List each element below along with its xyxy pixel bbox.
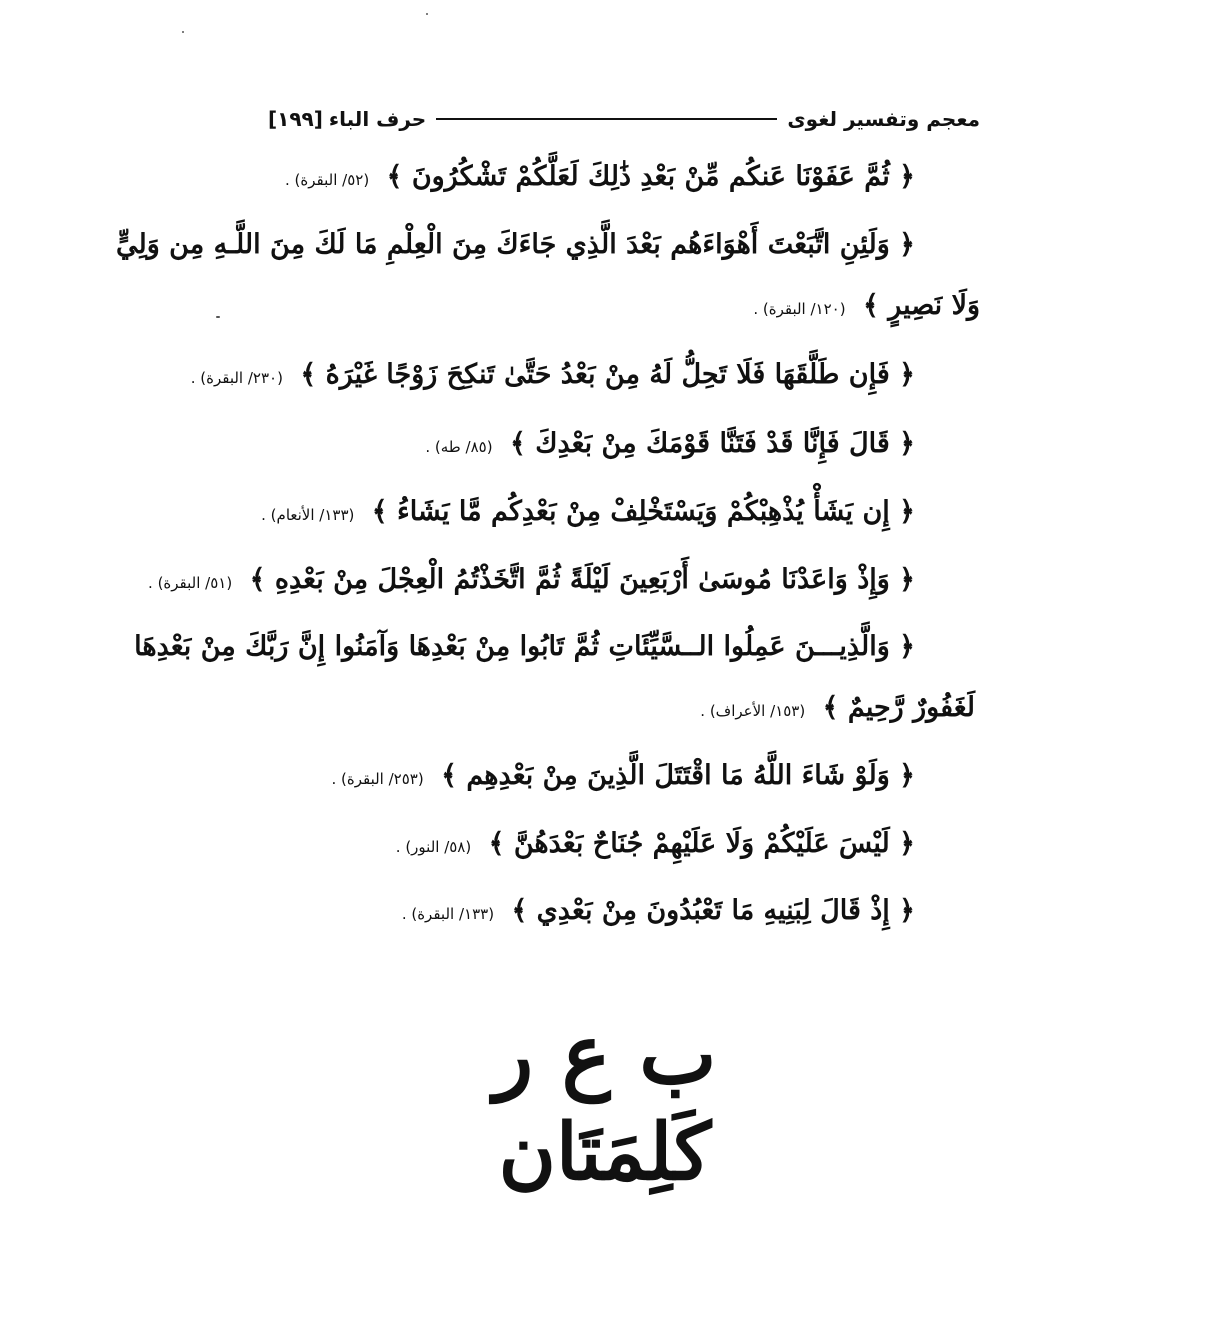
- scan-speck: [182, 31, 184, 33]
- verse-text: ﴿ وَإِذْ وَاعَدْنَا مُوسَىٰ أَرْبَعِينَ لَيْلَةً ثُمَّ اتَّخَذْتُمُ الْعِجْلَ مِنْ بَعْدِهِ ﴾: [249, 564, 915, 595]
- verse-reference: (٨٥/ طه) .: [425, 438, 493, 456]
- verse-text: لَغَفُورٌ رَّحِيمٌ ﴾: [822, 692, 975, 723]
- verse-reference: (١٥٣/ الأعراف) .: [700, 702, 806, 720]
- verse-text: ﴿ فَإِن طَلَّقَهَا فَلَا تَحِلُّ لَهُ مِنْ بَعْدُ حَتَّىٰ تَنكِحَ زَوْجًا غَيْرَهُ ﴾: [300, 359, 915, 390]
- verse-text: ﴿ لَيْسَ عَلَيْكُمْ وَلَا عَلَيْهِمْ جُنَاحٌ بَعْدَهُنَّ ﴾: [488, 828, 915, 859]
- verse-line: [134, 627, 915, 667]
- verse-text: ﴿ إِذْ قَالَ لِبَنِيهِ مَا تَعْبُدُونَ مِنْ بَعْدِي ﴾: [511, 895, 915, 926]
- verse-text: ﴿ قَالَ فَإِنَّا قَدْ فَتَنَّا قَوْمَكَ مِنْ بَعْدِكَ ﴾: [509, 428, 915, 459]
- verse-text: ﴿ وَالَّذِيـــنَ عَمِلُوا الــسَّيِّئَاتِ ثُمَّ تَابُوا مِنْ بَعْدِهَا وَآمَنُوا إِنَّ رَبَّكَ مِنْ بَعْدِهَا: [134, 631, 915, 662]
- verse-reference: (١٢٠/ البقرة) .: [753, 300, 846, 318]
- verse-line: [396, 824, 915, 867]
- verse-text: ﴿ وَلَئِنِ اتَّبَعْتَ أَهْوَاءَهُم بَعْدَ الَّذِي جَاءَكَ مِنَ الْعِلْمِ مَا لَكَ مِنَ اللَّـهِ مِن وَلِيٍّ: [116, 229, 915, 260]
- scan-speck: [426, 13, 428, 15]
- verse-line: [191, 355, 915, 398]
- verse-reference: (١٣٣/ البقرة) .: [401, 905, 495, 923]
- verse-reference: (٥١/ البقرة) .: [148, 574, 233, 592]
- verse-reference: (٥٨/ النور) .: [395, 838, 472, 856]
- verse-line: [148, 560, 915, 603]
- verse-line: [116, 225, 915, 265]
- verse-line: [425, 424, 915, 467]
- verse-line: [285, 157, 915, 200]
- running-header: [268, 104, 980, 134]
- verse-line-continuation: [700, 688, 975, 731]
- root-subtitle: كَلِمَتَان: [498, 1107, 712, 1198]
- header-rule: [436, 118, 777, 120]
- verse-line: [402, 891, 915, 934]
- verse-reference: (٥٢/ البقرة) .: [285, 171, 370, 189]
- verse-line: [261, 492, 915, 535]
- verse-line-continuation: [753, 286, 980, 329]
- scan-speck: [216, 316, 220, 318]
- page-number: [١٩٩]: [268, 107, 323, 131]
- verse-text: ﴿ إِن يَشَأْ يُذْهِبْكُمْ وَيَسْتَخْلِفْ مِنْ بَعْدِكُم مَّا يَشَاءُ ﴾: [371, 496, 915, 527]
- verse-text: ﴿ وَلَوْ شَاءَ اللَّهُ مَا اقْتَتَلَ الَّذِينَ مِنْ بَعْدِهِم ﴾: [441, 760, 915, 791]
- verse-line: [331, 756, 915, 799]
- verse-reference: (٢٥٣/ البقرة) .: [331, 770, 424, 788]
- verse-reference: (١٣٣/ الأنعام) .: [261, 506, 355, 524]
- root-letters-heading: ب ع ر: [493, 1007, 717, 1103]
- verse-text: وَلَا نَصِيرٍ ﴾: [862, 290, 980, 321]
- section-title: حرف الباء: [328, 107, 427, 131]
- verse-reference: (٢٣٠/ البقرة) .: [190, 369, 283, 387]
- verse-text: ﴿ ثُمَّ عَفَوْنَا عَنكُم مِّنْ بَعْدِ ذَٰلِكَ لَعَلَّكُمْ تَشْكُرُونَ ﴾: [386, 161, 915, 192]
- book-title: معجم وتفسير لغوى: [787, 107, 980, 131]
